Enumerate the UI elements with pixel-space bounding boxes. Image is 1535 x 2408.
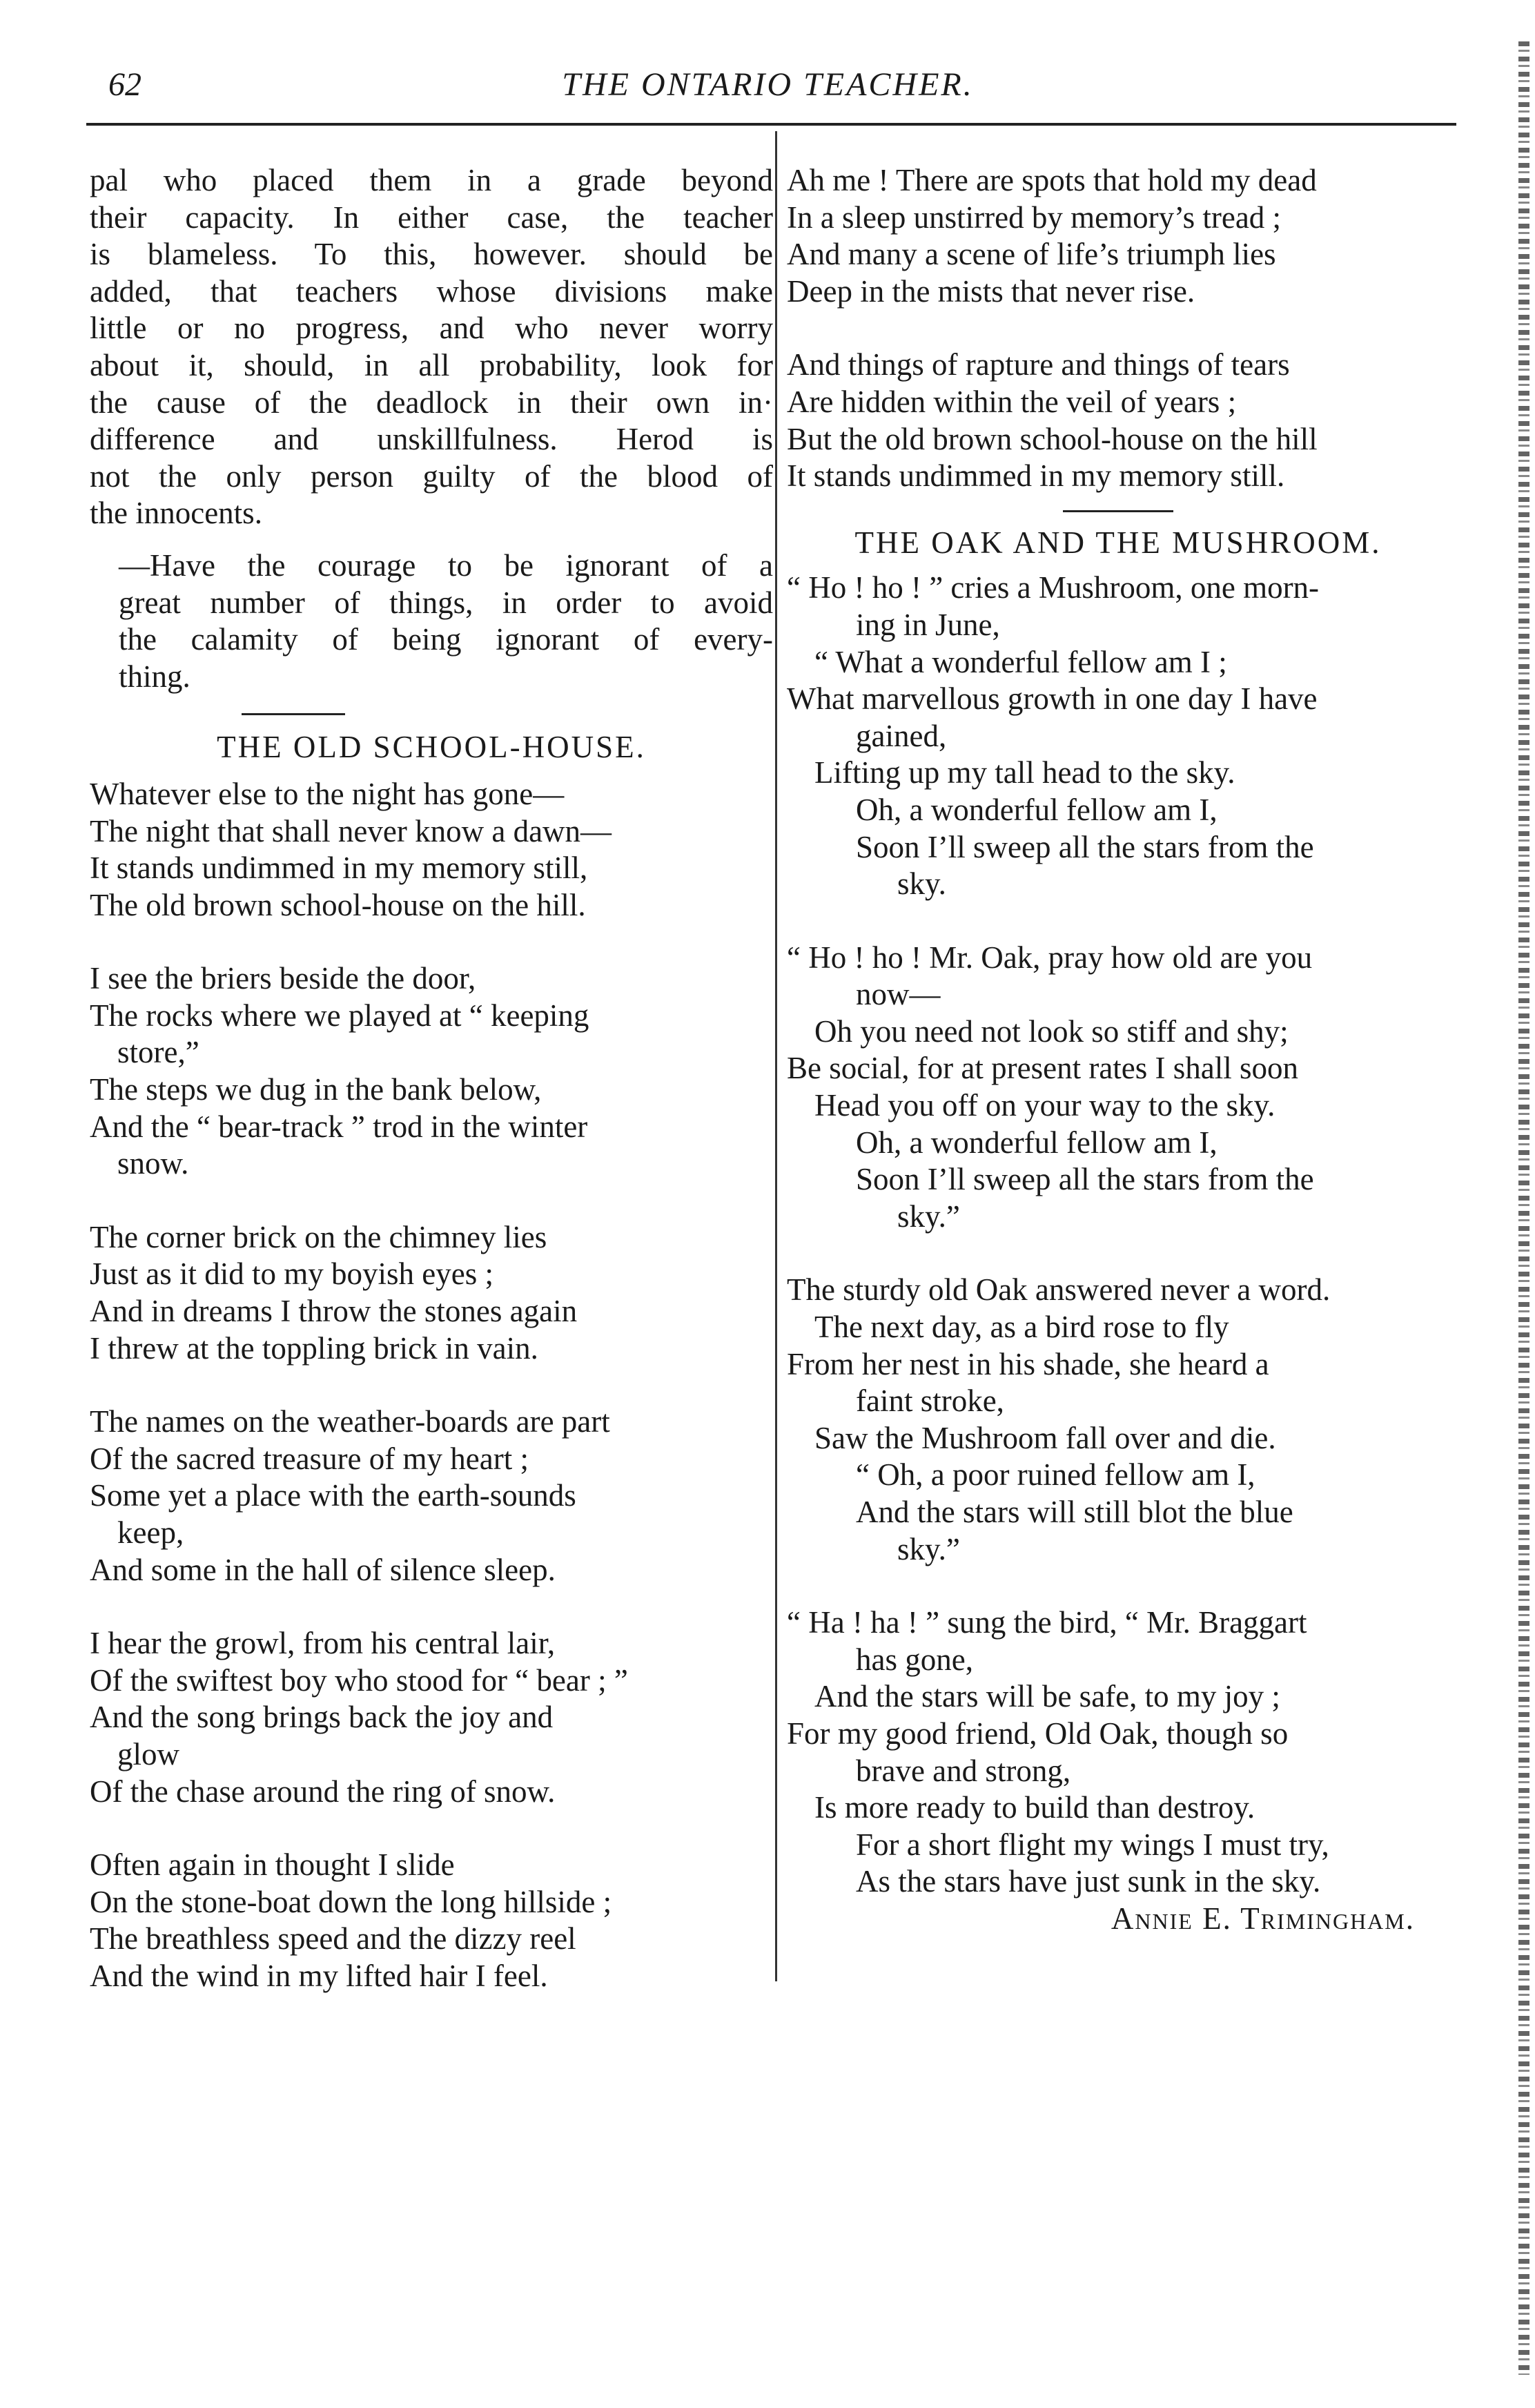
verse-line: keep, [117, 1515, 184, 1550]
verse-line: sky. [897, 866, 946, 902]
stanza [90, 776, 773, 924]
prose-line: added, that teachers whose divisions make [90, 273, 773, 309]
verse-line: now— [856, 977, 941, 1012]
prose-line: thing. [119, 659, 190, 694]
verse-line: Of the chase around the ring of snow. [90, 1774, 556, 1809]
verse-line: sky.” [897, 1198, 960, 1234]
verse-line: has gone, [856, 1642, 973, 1677]
page-header [93, 66, 1443, 114]
verse-line: Head you off on your way to the sky. [814, 1088, 1275, 1123]
verse-line: Often again in thought I slide [90, 1847, 455, 1883]
prose-line: pal who placed them in a grade beyond [90, 163, 773, 197]
spacer [90, 532, 773, 547]
verse-line: “ Oh, a poor ruined fellow am I, [856, 1457, 1255, 1493]
verse-line: What marvellous growth in one day I have [787, 681, 1318, 717]
verse-line: The old brown school-house on the hill. [90, 887, 586, 922]
prose-line: difference and unskillfulness. Herod is [90, 422, 773, 457]
verse-line: Oh, a wonderful fellow am I, [856, 1125, 1218, 1160]
verse-line: And the “ bear-track ” trod in the winter [90, 1109, 588, 1144]
verse-line: Soon I’ll sweep all the stars from the [856, 829, 1314, 864]
verse-line: I hear the growl, from his central lair, [90, 1626, 556, 1661]
prose-line: is blameless. To this, however. should be [90, 237, 773, 272]
verse-line: store,” [117, 1035, 199, 1070]
prose-line: great number of things, in order to avoid [119, 585, 773, 620]
scan-edge-artifact [1518, 41, 1529, 2375]
verse-line: The names on the weather-boards are part [90, 1404, 610, 1439]
prose-line: not the only person guilty of the blood of [90, 458, 773, 494]
verse-line: For a short flight my wings I must try, [856, 1827, 1329, 1862]
verse-line: “ Ho ! ho ! Mr. Oak, pray how old are you [787, 940, 1313, 975]
prose-line: the cause of the deadlock in their own in· [90, 385, 773, 420]
verse-line: Whatever else to the night has gone— [90, 776, 565, 811]
column-divider [775, 131, 777, 1981]
verse-line: Is more ready to build than destroy. [814, 1790, 1255, 1825]
verse-line: The corner brick on the chimney lies [90, 1219, 547, 1254]
poem-title-oak-and-mushroom: THE OAK AND THE MUSHROOM. [854, 525, 1382, 560]
prose-line: the calamity of being ignorant of every- [119, 622, 773, 657]
stanza [90, 960, 773, 1183]
stanza [787, 570, 1449, 902]
verse-line: Of the sacred treasure of my heart ; [90, 1441, 529, 1476]
verse-line: “ Ha ! ha ! ” sung the bird, “ Mr. Braggart [787, 1605, 1307, 1640]
verse-line: glow [117, 1736, 179, 1771]
verse-line: In a sleep unstirred by memory’s tread ; [787, 200, 1282, 235]
stanza [787, 1604, 1449, 1901]
verse-line: And some in the hall of silence sleep. [90, 1552, 556, 1587]
verse-line: Of the swiftest boy who stood for “ bear ; ” [90, 1662, 628, 1698]
stanza [787, 162, 1449, 310]
verse-line: For my good friend, Old Oak, though so [787, 1716, 1289, 1751]
verse-line: But the old brown school-house on the hill [787, 421, 1318, 456]
prose-line: —Have the courage to be ignorant of a [119, 547, 773, 583]
prose-line: about it, should, in all probability, look for [90, 347, 773, 382]
stanza [787, 940, 1449, 1236]
stanza [90, 1847, 773, 1994]
verse-line: It stands undimmed in my memory still. [787, 458, 1285, 494]
poem-old-school-house-continued [787, 162, 1449, 495]
verse-line: gained, [856, 718, 947, 753]
verse-line: The sturdy old Oak answered never a word. [787, 1272, 1331, 1308]
verse-line: “ What a wonderful fellow am I ; [814, 644, 1227, 679]
verse-line: Lifting up my tall head to the sky. [814, 755, 1235, 790]
header-rule [86, 123, 1456, 126]
verse-line: On the stone-boat down the long hillside ; [90, 1884, 612, 1919]
verse-line: snow. [117, 1146, 189, 1181]
poem-old-school-house [90, 776, 773, 1995]
verse-line: And things of rapture and things of tears [787, 347, 1290, 382]
prose-paragraph-innocents [90, 162, 773, 532]
stanza [787, 347, 1449, 494]
verse-line: I see the briers beside the door, [90, 961, 476, 996]
prose-line: their capacity. In either case, the teacher [90, 200, 773, 235]
verse-line: faint stroke, [856, 1383, 1004, 1419]
prose-line: the innocents. [90, 496, 262, 531]
verse-line: And many a scene of life’s triumph lies [787, 237, 1276, 272]
verse-line: The breathless speed and the dizzy reel [90, 1921, 576, 1956]
verse-line: I threw at the toppling brick in vain. [90, 1330, 538, 1366]
prose-line: little or no progress, and who never worry [90, 311, 773, 346]
verse-line: It stands undimmed in my memory still, [90, 851, 588, 886]
verse-line: And the stars will still blot the blue [856, 1495, 1293, 1529]
verse-line: ing in June, [856, 607, 1000, 642]
right-column [787, 162, 1449, 1938]
verse-line: The rocks where we played at “ keeping [90, 998, 589, 1033]
poem-title-old-school-house: THE OLD SCHOOL-HOUSE. [217, 730, 646, 765]
verse-line: And in dreams I throw the stones again [90, 1294, 578, 1329]
poem-signature: Annie E. Trimingham. [1111, 1901, 1415, 1936]
verse-line: And the stars will be safe, to my joy ; [814, 1679, 1280, 1714]
verse-line: Saw the Mushroom fall over and die. [814, 1420, 1276, 1455]
verse-line: sky.” [897, 1531, 960, 1566]
verse-line: The steps we dug in the bank below, [90, 1072, 542, 1107]
verse-line: Ah me ! There are spots that hold my dead [787, 163, 1317, 197]
verse-line: Oh, a wonderful fellow am I, [856, 792, 1218, 827]
verse-line: The next day, as a bird rose to fly [814, 1310, 1229, 1345]
verse-line: The night that shall never know a dawn— [90, 813, 612, 848]
verse-line: And the wind in my lifted hair I feel. [90, 1958, 548, 1993]
verse-line: Are hidden within the veil of years ; [787, 384, 1237, 419]
verse-line: Oh you need not look so stiff and shy; [814, 1013, 1289, 1049]
prose-paragraph-courage [90, 547, 773, 695]
verse-line: From her nest in his shade, she heard a [787, 1346, 1269, 1381]
verse-line: Just as it did to my boyish eyes ; [90, 1256, 493, 1292]
verse-line: “ Ho ! ho ! ” cries a Mushroom, one morn- [787, 570, 1320, 605]
stanza [787, 1272, 1449, 1568]
running-title: THE ONTARIO TEACHER. [562, 66, 974, 103]
poem-oak-and-mushroom [787, 570, 1449, 1901]
stanza [90, 1404, 773, 1589]
verse-line: And the song brings back the joy and [90, 1700, 554, 1735]
verse-line: Be social, for at present rates I shall soon [787, 1051, 1299, 1086]
verse-line: brave and strong, [856, 1753, 1071, 1788]
left-column [90, 162, 773, 1995]
stanza [90, 1625, 773, 1810]
verse-line: Soon I’ll sweep all the stars from the [856, 1162, 1314, 1197]
verse-line: As the stars have just sunk in the sky. [856, 1864, 1321, 1899]
verse-line: Some yet a place with the earth-sounds [90, 1478, 576, 1513]
page-number: 62 [108, 66, 141, 103]
stanza [90, 1219, 773, 1367]
verse-line: Deep in the mists that never rise. [787, 273, 1195, 309]
